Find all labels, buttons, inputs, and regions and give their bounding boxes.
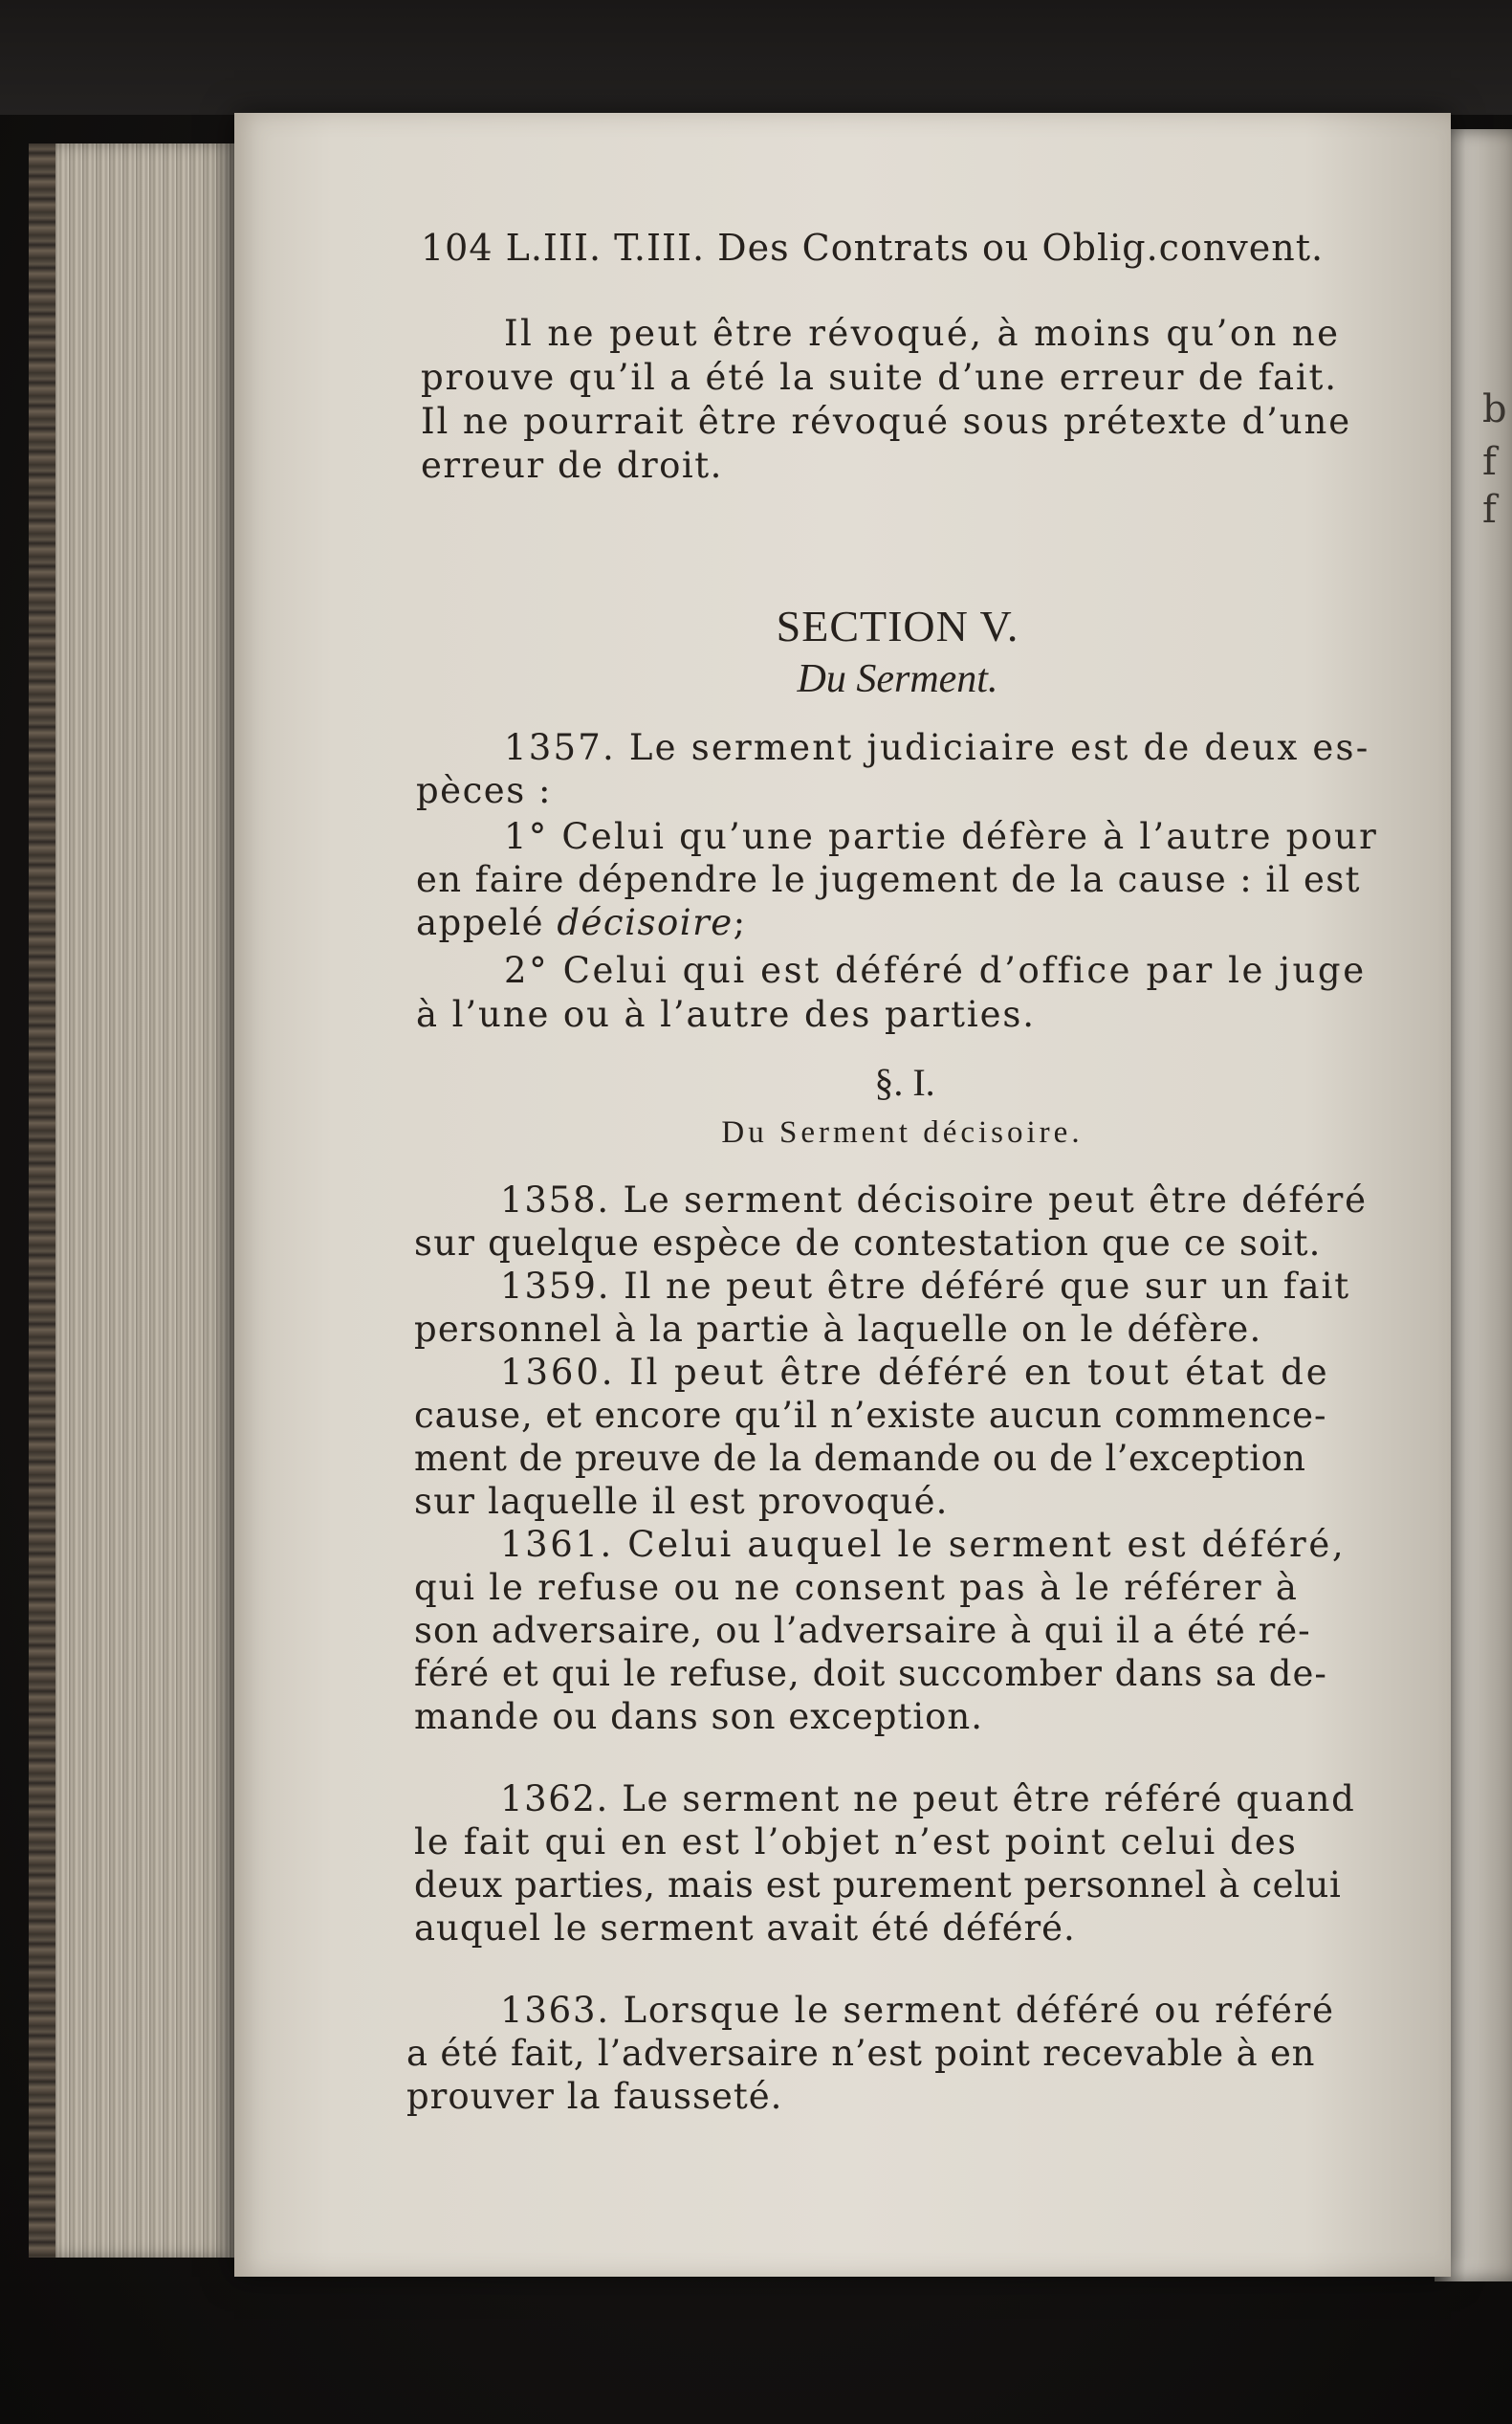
book-page-edges bbox=[29, 143, 234, 2258]
background-board bbox=[0, 0, 1512, 115]
text-line: le fait qui en est l’objet n’est point celui des bbox=[414, 1821, 1298, 1862]
text-line: prouver la fausseté. bbox=[406, 2076, 783, 2117]
section-title: SECTION V. bbox=[776, 602, 1019, 650]
running-head: 104 L.III. T.III. Des Contrats ou Oblig.convent. bbox=[421, 227, 1325, 269]
book-page bbox=[234, 113, 1451, 2277]
paragraph-title: §. I. bbox=[874, 1061, 935, 1104]
text-line: pèces : bbox=[416, 770, 552, 811]
text-line: personnel à la partie à laquelle on le défère. bbox=[414, 1309, 1262, 1350]
text-line: sur quelque espèce de contestation que ce soit. bbox=[414, 1223, 1322, 1264]
text-line: son adversaire, ou l’adversaire à qui il a été ré- bbox=[414, 1610, 1311, 1651]
text-line: qui le refuse ou ne consent pas à le référer à bbox=[414, 1567, 1299, 1608]
text-line: 1357. Le serment judiciaire est de deux es- bbox=[504, 727, 1370, 768]
text-segment: ; bbox=[733, 902, 747, 943]
text-line: prouve qu’il a été la suite d’une erreur de fait. bbox=[421, 357, 1338, 398]
text-line: féré et qui le refuse, doit succomber dans sa de- bbox=[414, 1653, 1327, 1694]
text-line: ment de preuve de la demande ou de l’exception bbox=[414, 1438, 1306, 1479]
text-line: mande ou dans son exception. bbox=[414, 1696, 983, 1737]
text-line: sur laquelle il est provoqué. bbox=[414, 1481, 949, 1522]
text-line: à l’une ou à l’autre des parties. bbox=[416, 994, 1036, 1035]
facing-page-glyph: f bbox=[1482, 440, 1497, 484]
paragraph-subtitle: Du Serment décisoire. bbox=[721, 1115, 1084, 1150]
text-line: auquel le serment avait été déféré. bbox=[414, 1907, 1076, 1949]
text-line: 1362. Le serment ne peut être référé quand bbox=[500, 1778, 1356, 1819]
text-line: deux parties, mais est purement personnel à celui bbox=[414, 1864, 1342, 1906]
text-line: erreur de droit. bbox=[421, 445, 723, 486]
text-segment: appelé bbox=[416, 902, 558, 943]
text-line: 1° Celui qu’une partie défère à l’autre pour bbox=[504, 816, 1378, 857]
text-line: 1360. Il peut être déféré en tout état de bbox=[500, 1352, 1330, 1393]
text-line: 1359. Il ne peut être déféré que sur un fait bbox=[500, 1266, 1350, 1307]
text-line: 1358. Le serment décisoire peut être déféré bbox=[500, 1179, 1368, 1221]
facing-page-glyph: b bbox=[1482, 387, 1507, 431]
text-line: en faire dépendre le jugement de la cause : il est bbox=[416, 859, 1361, 900]
text-line: 1363. Lorsque le serment déféré ou référé bbox=[500, 1990, 1335, 2031]
text-line: 2° Celui qui est déféré d’office par le juge bbox=[504, 950, 1367, 991]
facing-page-glyph: f bbox=[1482, 488, 1497, 532]
text-line: Il ne peut être révoqué, à moins qu’on ne bbox=[504, 313, 1341, 354]
term-decisoire: décisoire bbox=[557, 902, 734, 943]
text-line: Il ne pourrait être révoqué sous prétexte d’une bbox=[421, 401, 1351, 442]
text-line bbox=[416, 902, 747, 943]
section-subtitle: Du Serment. bbox=[797, 657, 998, 701]
text-line: 1361. Celui auquel le serment est déféré, bbox=[500, 1524, 1347, 1565]
text-line: cause, et encore qu’il n’existe aucun commence- bbox=[414, 1395, 1327, 1436]
text-line: a été fait, l’adversaire n’est point recevable à en bbox=[406, 2033, 1316, 2074]
